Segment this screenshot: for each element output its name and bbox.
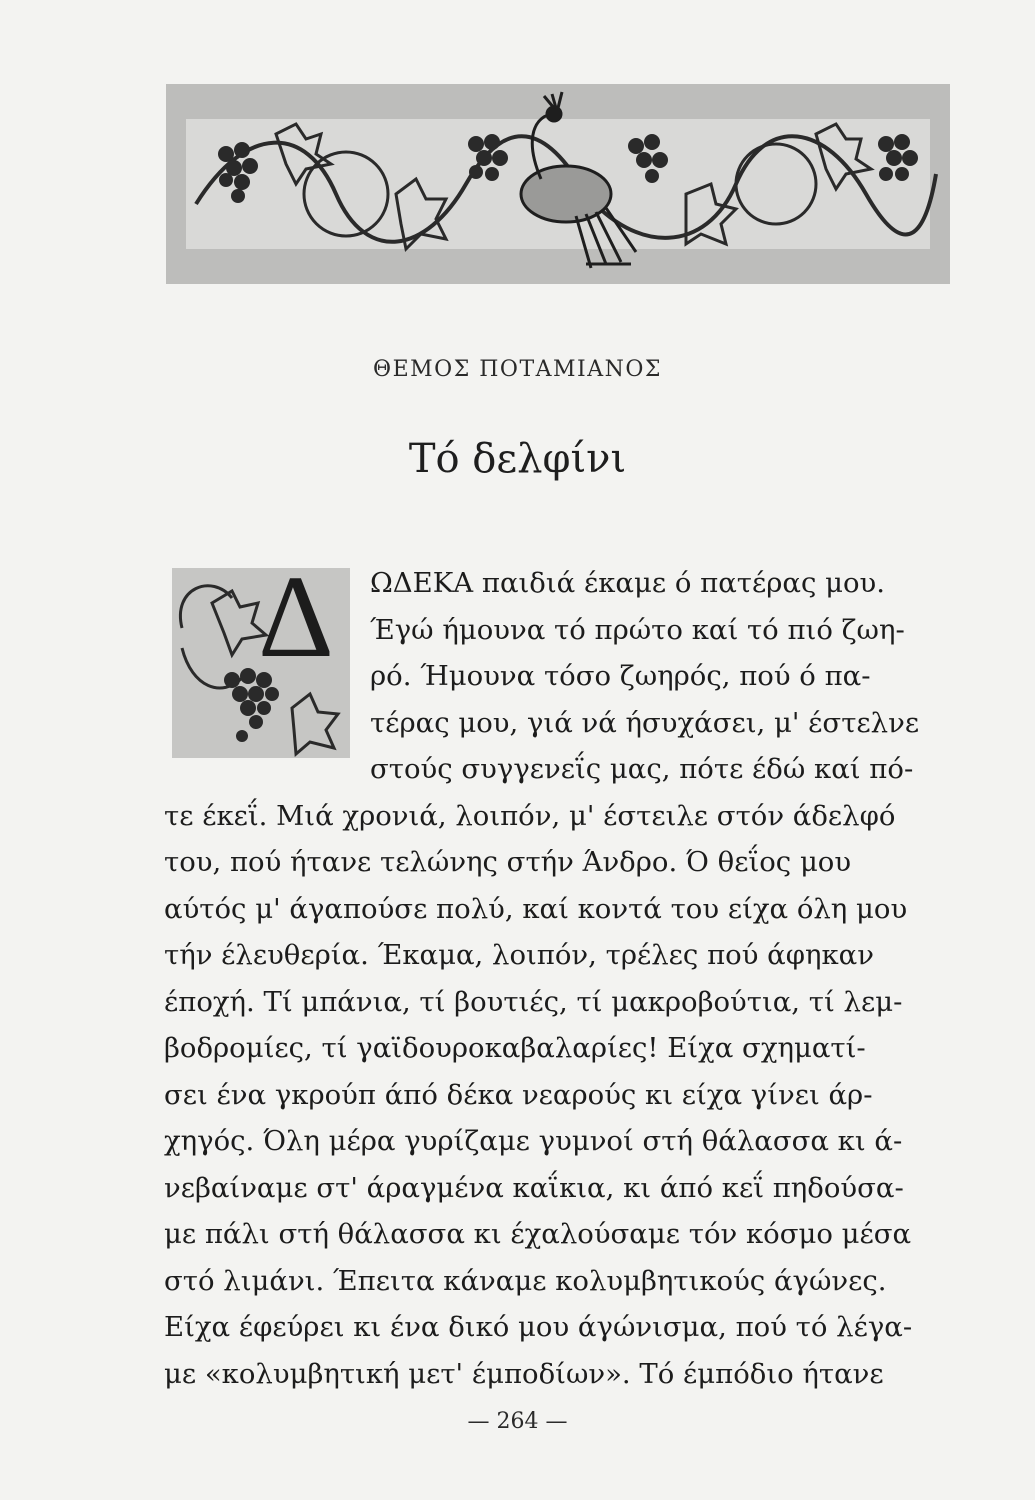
drop-cap <box>172 568 350 758</box>
drop-cap-letter: Δ <box>258 568 334 682</box>
body-line: έποχή. Τί μπάνια, τί βουτιές, τί μακροβούτια, τί λεμ- <box>164 985 903 1018</box>
page-number: — 264 — <box>467 1408 568 1434</box>
body-line: τε έκεΐ. Μιά χρονιά, λοιπόν, μ' έστειλε στόν άδελφό <box>164 799 896 832</box>
body-line: ΩΔΕΚΑ παιδιά έκαμε ό πατέρας μου. <box>370 567 885 599</box>
body-line: αύτός μ' άγαπούσε πολύ, καί κοντά του είχα όλη μου <box>164 892 908 925</box>
body-line: χηγός. Όλη μέρα γυρίζαμε γυμνοί στή θάλασσα κι ά- <box>164 1125 903 1157</box>
body-line: του, πού ήτανε τελώνης στήν Άνδρο. Ό θεΐος μου <box>164 846 852 878</box>
peacock-vine-ornament-icon <box>166 84 950 284</box>
body-line: με πάλι στή θάλασσα κι έχαλούσαμε τόν κόσμο μέσα <box>164 1218 912 1250</box>
body-line: ρό. Ήμουνα τόσο ζωηρός, πού ό πα- <box>370 660 871 692</box>
story-title: Τό δελφίνι <box>408 436 627 482</box>
body-line: Είχα έφεύρει κι ένα δικό μου άγώνισμα, πού τό λέγα- <box>164 1311 913 1343</box>
body-line: νεβαίναμε στ' άραγμένα καΐκια, κι άπό κεΐ πηδούσα- <box>164 1171 904 1204</box>
body-line: στό λιμάνι. Έπειτα κάναμε κολυμβητικούς άγώνες. <box>164 1264 887 1297</box>
header-ornament <box>166 84 950 284</box>
body-line: στούς συγγενεΐς μας, πότε έδώ καί πό- <box>370 753 914 785</box>
body-line: τέρας μου, γιά νά ήσυχάσει, μ' έστελνε <box>370 706 920 739</box>
body-line: Έγώ ήμουνα τό πρώτο καί τό πιό ζωη- <box>370 613 905 646</box>
drop-cap-grape-ornament-icon <box>172 568 350 758</box>
body-line: σει ένα γκρούπ άπό δέκα νεαρούς κι είχα γίνει άρ- <box>164 1078 873 1111</box>
body-line: βοδρομίες, τί γαϊδουροκαβαλαρίες! Είχα σχηματί- <box>164 1032 866 1064</box>
body-line: με «κολυμβητική μετ' έμποδίων». Τό έμπόδιο ήτανε <box>164 1357 884 1390</box>
author-name: ΘΕΜΟΣ ΠΟΤΑΜΙΑΝΟΣ <box>373 357 662 382</box>
body-line: τήν έλευθερία. Έκαμα, λοιπόν, τρέλες πού άφηκαν <box>164 939 874 971</box>
